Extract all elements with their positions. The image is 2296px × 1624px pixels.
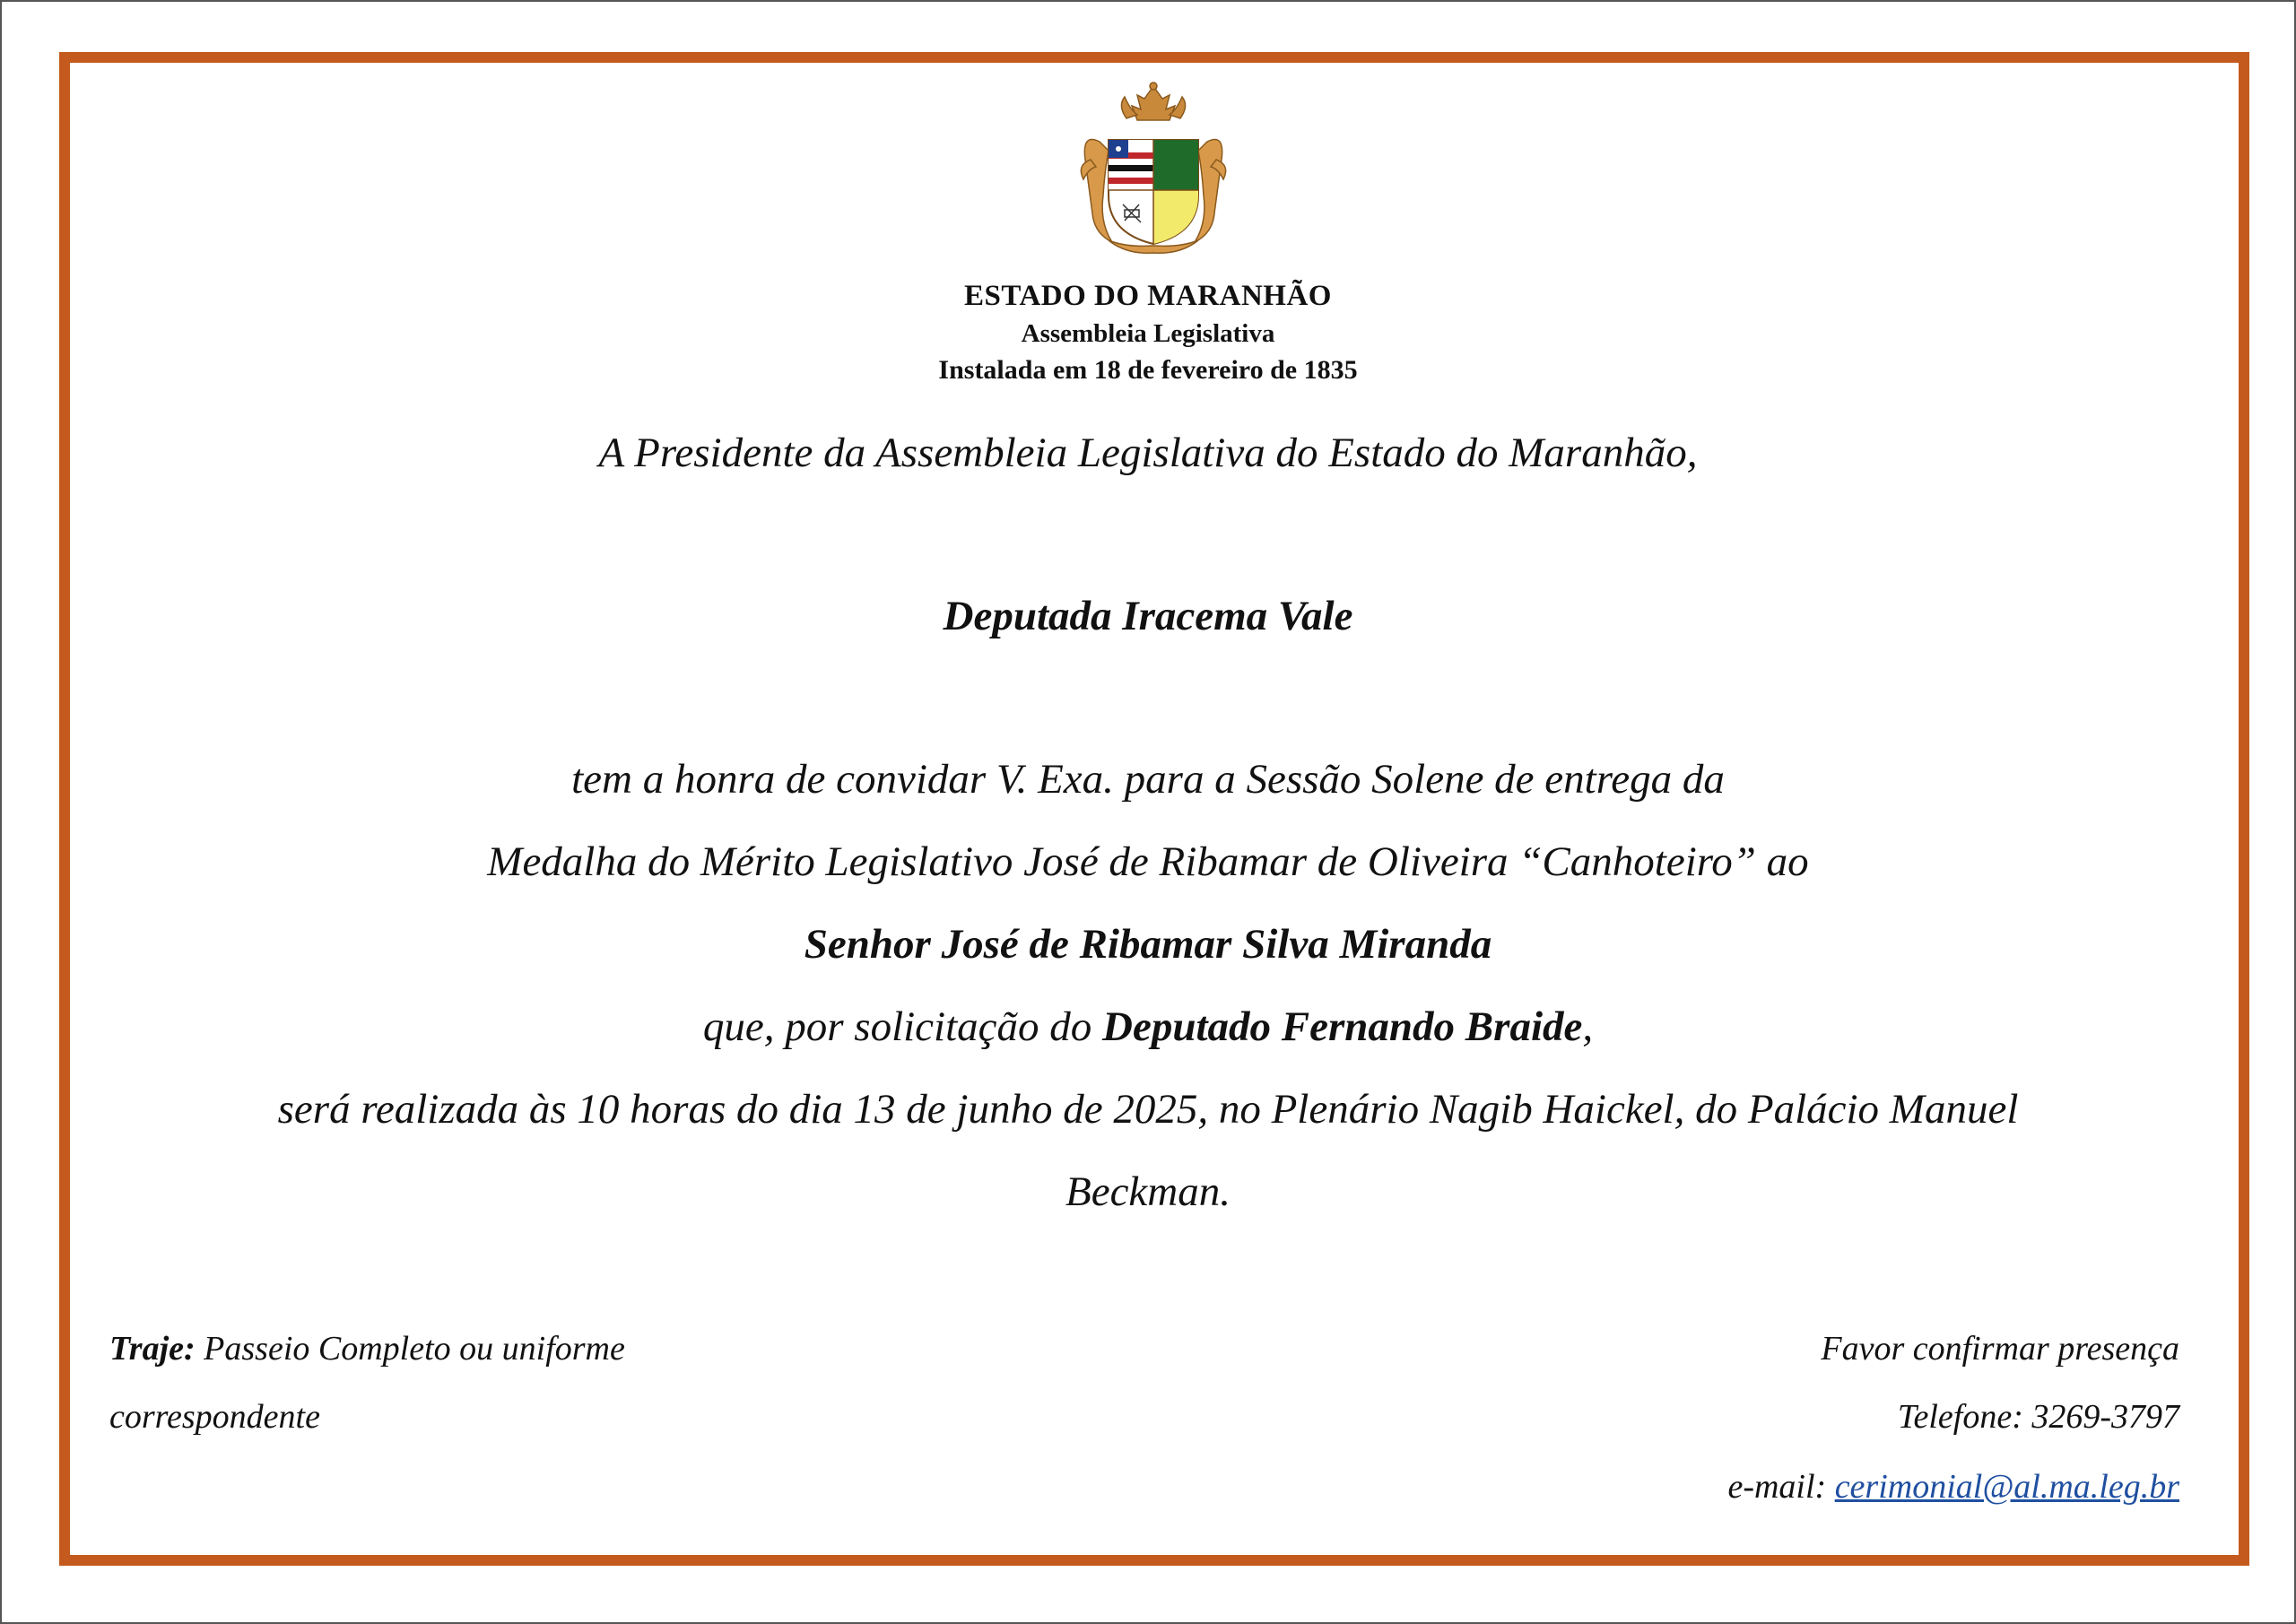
event-details: será realizada às 10 horas do dia 13 de junho de 2025, no Plenário Nagib Haickel, do Palácio Manuel: [277, 1086, 2019, 1133]
dress-label: Traje:: [109, 1330, 196, 1368]
president-name: Deputada Iracema Vale: [943, 593, 1353, 639]
invitation-line-1: tem a honra de convidar V. Exa. para a Sessão Solene de entrega da: [571, 756, 1725, 803]
invitation-line-2: Medalha do Mérito Legislativo José de Ribamar de Oliveira “Canhoteiro” ao: [487, 838, 1809, 885]
request-prefix: que, por solicitação do: [702, 1003, 1103, 1050]
request-suffix: ,: [1582, 1003, 1594, 1050]
requester-name: Deputado Fernando Braide: [1102, 1003, 1583, 1050]
header-state: ESTADO DO MARANHÃO: [964, 280, 1332, 312]
dress-code-cont: correspondente: [109, 1398, 320, 1436]
dress-code: [109, 1329, 625, 1368]
request-line: [0, 1003, 2296, 1051]
email-label: e-mail:: [1727, 1468, 1835, 1506]
email-line: [1727, 1467, 2179, 1507]
phone-number: Telefone: 3269-3797: [1897, 1398, 2179, 1436]
rsvp-text: Favor confirmar presença: [1821, 1330, 2179, 1368]
invitation-opening: A Presidente da Assembleia Legislativa do Estado do Maranhão,: [598, 430, 1698, 476]
email-link[interactable]: cerimonial@al.ma.leg.br: [1834, 1468, 2179, 1506]
coat-of-arms-icon: [1073, 79, 1234, 258]
header-assembly: Assembleia Legislativa: [1021, 319, 1275, 348]
event-location-end: Beckman.: [1065, 1168, 1231, 1215]
dress-text: Passeio Completo ou uniforme: [195, 1330, 625, 1368]
header-installed: Instalada em 18 de fevereiro de 1835: [938, 355, 1358, 385]
honoree-name: Senhor José de Ribamar Silva Miranda: [804, 921, 1492, 968]
